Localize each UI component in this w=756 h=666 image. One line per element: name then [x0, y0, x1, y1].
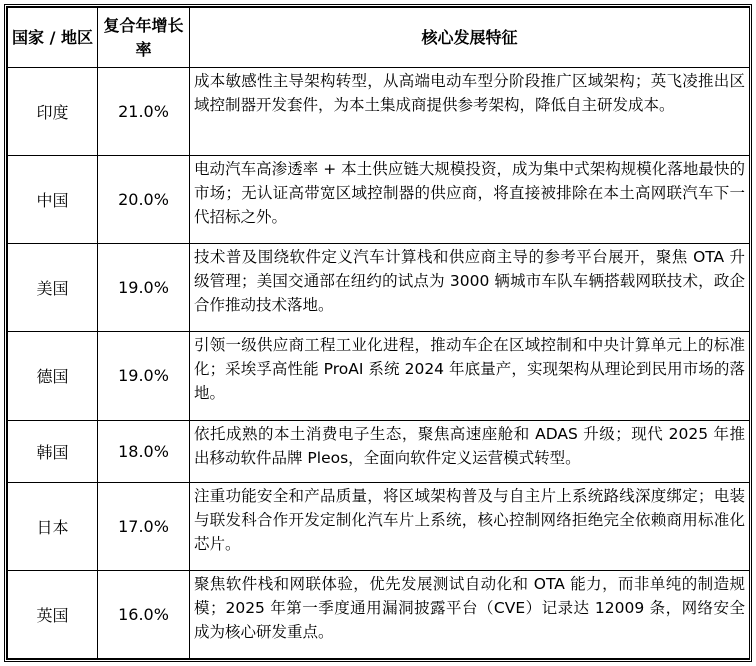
- table-frame: [4, 4, 752, 662]
- table-row: [8, 68, 750, 156]
- header-cagr: 复合年增长率: [98, 8, 190, 68]
- feature-cell: 注重功能安全和产品质量，将区域架构普及与自主片上系统路线深度绑定；电装与联发科合作开发定制化汽车片上系统，核心控制网络拒绝完全依赖商用标准化芯片。: [190, 482, 750, 570]
- feature-cell: 依托成熟的本土消费电子生态，聚焦高速座舱和 ADAS 升级；现代 2025 年推出移动软件品牌 Pleos，全面向软件定义运营模式转型。: [190, 420, 750, 482]
- table-row: [8, 570, 750, 658]
- country-cell: 中国: [8, 156, 98, 244]
- header-feature: 核心发展特征: [190, 8, 750, 68]
- table-row: [8, 332, 750, 420]
- country-cell: 印度: [8, 68, 98, 156]
- feature-cell: 引领一级供应商工程工业化进程，推动车企在区域控制和中央计算单元上的标准化；采埃孚高性能 ProAI 系统 2024 年底量产，实现架构从理论到民用市场的落地。: [190, 332, 750, 420]
- country-cell: 日本: [8, 482, 98, 570]
- country-cell: 英国: [8, 570, 98, 658]
- cagr-cell: 19.0%: [98, 332, 190, 420]
- table-row: [8, 482, 750, 570]
- feature-cell: 聚焦软件栈和网联体验，优先发展测试自动化和 OTA 能力，而非单纯的制造规模；2025 年第一季度通用漏洞披露平台（CVE）记录达 12009 条，网络安全成为核心研发重点。: [190, 570, 750, 658]
- cagr-cell: 17.0%: [98, 482, 190, 570]
- country-cell: 韩国: [8, 420, 98, 482]
- table-row: [8, 420, 750, 482]
- table-row: [8, 244, 750, 332]
- feature-cell: 成本敏感性主导架构转型，从高端电动车型分阶段推广区域架构；英飞凌推出区域控制器开发套件，为本土集成商提供参考架构，降低自主研发成本。: [190, 68, 750, 156]
- feature-cell: 技术普及围绕软件定义汽车计算栈和供应商主导的参考平台展开，聚焦 OTA 升级管理；美国交通部在纽约的试点为 3000 辆城市车队车辆搭载网联技术，政企合作推动技术落地。: [190, 244, 750, 332]
- cagr-cell: 21.0%: [98, 68, 190, 156]
- cagr-cell: 18.0%: [98, 420, 190, 482]
- feature-cell: 电动汽车高渗透率 + 本土供应链大规模投资，成为集中式架构规模化落地最快的市场；无认证高带宽区域控制器的供应商，将直接被排除在本土高网联汽车下一代招标之外。: [190, 156, 750, 244]
- country-cell: 德国: [8, 332, 98, 420]
- table-header-row: [8, 8, 750, 68]
- header-country: 国家 / 地区: [8, 8, 98, 68]
- cagr-cell: 19.0%: [98, 244, 190, 332]
- country-cell: 美国: [8, 244, 98, 332]
- growth-table: [7, 7, 750, 659]
- cagr-cell: 16.0%: [98, 570, 190, 658]
- cagr-cell: 20.0%: [98, 156, 190, 244]
- table-row: [8, 156, 750, 244]
